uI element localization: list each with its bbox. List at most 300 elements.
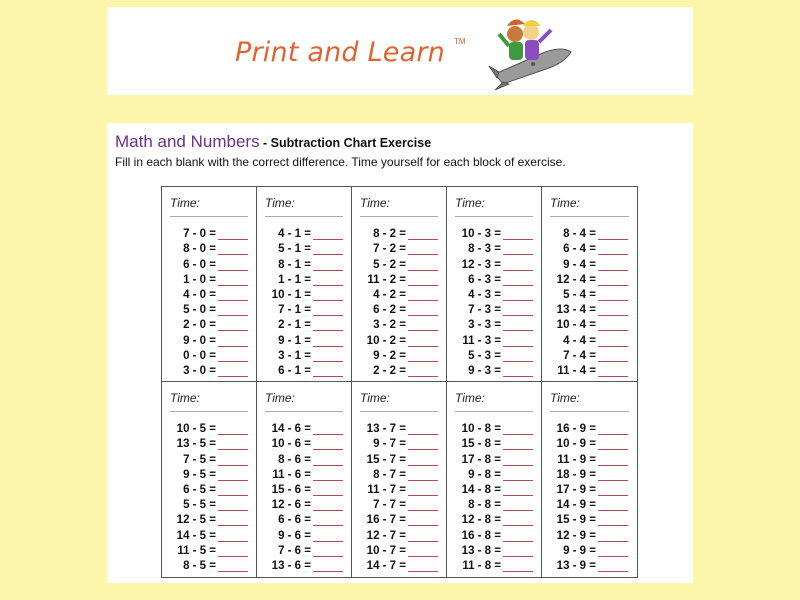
problem-row — [360, 301, 438, 316]
problem-row — [550, 286, 629, 301]
problem-expression: 3 - 3 = — [468, 319, 501, 332]
problem-expression: 4 - 4 = — [563, 334, 596, 347]
answer-blank[interactable] — [313, 438, 343, 450]
problem-row — [550, 481, 629, 496]
page-title: Math and Numbers — [115, 132, 260, 151]
answer-blank[interactable] — [218, 514, 248, 526]
answer-blank[interactable] — [408, 335, 438, 347]
problem-expression: 12 - 7 = — [366, 529, 406, 542]
problem-expression: 4 - 3 = — [468, 288, 501, 301]
answer-blank[interactable] — [598, 350, 628, 362]
answer-blank[interactable] — [313, 530, 343, 542]
answer-blank[interactable] — [598, 454, 628, 466]
problem-row — [550, 347, 629, 362]
problem-row — [265, 511, 343, 526]
time-label: Time: — [455, 391, 485, 405]
answer-blank[interactable] — [313, 423, 343, 435]
answer-blank[interactable] — [598, 289, 628, 301]
problem-row — [360, 481, 438, 496]
problem-row — [360, 271, 438, 286]
problem-row — [265, 301, 343, 316]
answer-blank[interactable] — [503, 365, 533, 377]
answer-blank[interactable] — [503, 335, 533, 347]
answer-blank[interactable] — [408, 259, 438, 271]
problem-expression: 9 - 1 = — [278, 334, 311, 347]
exercise-block-minus-8 — [447, 382, 542, 577]
problem-expression: 7 - 3 = — [468, 304, 501, 317]
problem-expression: 0 - 0 = — [183, 349, 216, 362]
problem-row — [170, 420, 248, 435]
exercise-block-minus-7 — [352, 382, 447, 577]
time-label: Time: — [360, 196, 390, 210]
answer-blank[interactable] — [503, 228, 533, 240]
exercise-grid — [161, 186, 638, 578]
answer-blank[interactable] — [408, 350, 438, 362]
problem-row — [170, 481, 248, 496]
problem-row — [265, 271, 343, 286]
problem-expression: 16 - 7 = — [366, 514, 406, 527]
problem-expression: 6 - 1 = — [278, 364, 311, 377]
answer-blank[interactable] — [598, 469, 628, 481]
problem-row — [170, 255, 248, 270]
problem-row — [170, 225, 248, 240]
problem-row — [170, 240, 248, 255]
problem-expression: 4 - 2 = — [373, 288, 406, 301]
answer-blank[interactable] — [218, 365, 248, 377]
problem-row — [455, 420, 533, 435]
answer-blank[interactable] — [408, 514, 438, 526]
answer-blank[interactable] — [503, 304, 533, 316]
problem-expression: 10 - 8 = — [461, 423, 501, 436]
problem-expression: 12 - 9 = — [556, 529, 596, 542]
exercise-block-minus-5 — [162, 382, 257, 577]
problem-row — [550, 496, 629, 511]
problem-expression: 7 - 4 = — [563, 349, 596, 362]
problem-row — [170, 271, 248, 286]
problem-row — [455, 466, 533, 481]
answer-blank[interactable] — [313, 319, 343, 331]
logo-text: Print and Learn — [235, 37, 445, 68]
problem-row — [170, 466, 248, 481]
problem-expression: 6 - 6 = — [278, 514, 311, 527]
problem-row — [170, 362, 248, 377]
time-label: Time: — [265, 196, 295, 210]
problem-row — [550, 301, 629, 316]
answer-blank[interactable] — [218, 304, 248, 316]
answer-blank[interactable] — [313, 469, 343, 481]
answer-blank[interactable] — [598, 514, 628, 526]
problem-expression: 6 - 2 = — [373, 304, 406, 317]
answer-blank[interactable] — [313, 274, 343, 286]
problem-row — [550, 557, 629, 572]
problem-row — [360, 542, 438, 557]
exercise-block-minus-1 — [257, 187, 352, 382]
answer-blank[interactable] — [313, 335, 343, 347]
answer-blank[interactable] — [408, 499, 438, 511]
answer-blank[interactable] — [313, 365, 343, 377]
problem-expression: 9 - 2 = — [373, 349, 406, 362]
problem-expression: 9 - 6 = — [278, 529, 311, 542]
problem-row — [265, 331, 343, 346]
problem-row — [455, 435, 533, 450]
problem-row — [455, 331, 533, 346]
answer-blank[interactable] — [313, 514, 343, 526]
worksheet-panel — [107, 123, 693, 583]
answer-blank[interactable] — [598, 228, 628, 240]
problem-expression: 11 - 9 = — [557, 453, 596, 466]
problem-row — [360, 466, 438, 481]
answer-blank[interactable] — [598, 259, 628, 271]
problem-expression: 18 - 9 = — [556, 468, 596, 481]
exercise-block-minus-6 — [257, 382, 352, 577]
problem-expression: 5 - 4 = — [563, 288, 596, 301]
problem-row — [170, 450, 248, 465]
problem-expression: 15 - 7 = — [366, 453, 406, 466]
answer-blank[interactable] — [598, 545, 628, 557]
answer-blank[interactable] — [313, 350, 343, 362]
problem-expression: 7 - 1 = — [278, 304, 311, 317]
problem-expression: 13 - 5 = — [176, 438, 216, 451]
answer-blank[interactable] — [218, 228, 248, 240]
answer-blank[interactable] — [503, 289, 533, 301]
answer-blank[interactable] — [503, 514, 533, 526]
problem-row — [265, 255, 343, 270]
answer-blank[interactable] — [598, 423, 628, 435]
problem-row — [455, 450, 533, 465]
problem-row — [550, 331, 629, 346]
problem-expression: 13 - 8 = — [461, 544, 501, 557]
problem-expression: 4 - 1 = — [278, 228, 311, 241]
answer-blank[interactable] — [503, 243, 533, 255]
problem-row — [265, 557, 343, 572]
exercise-block-minus-3 — [447, 187, 542, 382]
problem-expression: 7 - 0 = — [183, 228, 216, 241]
problem-expression: 11 - 8 = — [462, 559, 501, 572]
time-entry-line[interactable] — [455, 216, 533, 217]
answer-blank[interactable] — [218, 423, 248, 435]
problem-expression: 10 - 2 = — [366, 334, 406, 347]
answer-blank[interactable] — [503, 423, 533, 435]
answer-blank[interactable] — [218, 499, 248, 511]
problem-expression: 15 - 9 = — [556, 514, 596, 527]
problem-expression: 9 - 5 = — [183, 468, 216, 481]
problem-row — [265, 316, 343, 331]
problem-expression: 5 - 1 = — [278, 243, 311, 256]
answer-blank[interactable] — [408, 228, 438, 240]
time-entry-line[interactable] — [265, 216, 343, 217]
problem-row — [170, 557, 248, 572]
problem-expression: 13 - 6 = — [271, 559, 311, 572]
problem-row — [455, 347, 533, 362]
answer-blank[interactable] — [503, 499, 533, 511]
problem-row — [550, 420, 629, 435]
problem-expression: 11 - 7 = — [367, 483, 406, 496]
problem-expression: 14 - 7 = — [366, 559, 406, 572]
time-entry-line[interactable] — [455, 411, 533, 412]
problem-row — [265, 347, 343, 362]
answer-blank[interactable] — [218, 454, 248, 466]
problem-expression: 8 - 7 = — [373, 468, 406, 481]
problem-row — [265, 225, 343, 240]
problem-expression: 9 - 7 = — [373, 438, 406, 451]
time-label: Time: — [170, 391, 200, 405]
problem-row — [265, 450, 343, 465]
problem-expression: 13 - 7 = — [366, 423, 406, 436]
worksheet-heading — [115, 132, 431, 152]
problem-row — [360, 526, 438, 541]
problem-row — [170, 331, 248, 346]
answer-blank[interactable] — [313, 499, 343, 511]
problem-expression: 12 - 5 = — [176, 514, 216, 527]
time-entry-line[interactable] — [360, 216, 438, 217]
answer-blank[interactable] — [408, 469, 438, 481]
problem-expression: 10 - 5 = — [176, 423, 216, 436]
time-label: Time: — [170, 196, 200, 210]
answer-blank[interactable] — [503, 560, 533, 572]
time-entry-line[interactable] — [550, 216, 629, 217]
problem-row — [265, 526, 343, 541]
problem-expression: 8 - 4 = — [563, 228, 596, 241]
problem-expression: 5 - 5 = — [183, 499, 216, 512]
time-entry-line[interactable] — [360, 411, 438, 412]
problem-expression: 10 - 1 = — [271, 288, 311, 301]
answer-blank[interactable] — [408, 484, 438, 496]
time-entry-line[interactable] — [170, 411, 248, 412]
answer-blank[interactable] — [408, 365, 438, 377]
answer-blank[interactable] — [598, 499, 628, 511]
answer-blank[interactable] — [408, 274, 438, 286]
answer-blank[interactable] — [598, 335, 628, 347]
answer-blank[interactable] — [408, 304, 438, 316]
problem-expression: 9 - 8 = — [468, 468, 501, 481]
problem-row — [455, 316, 533, 331]
answer-blank[interactable] — [598, 438, 628, 450]
answer-blank[interactable] — [408, 243, 438, 255]
problem-row — [360, 225, 438, 240]
time-label: Time: — [550, 196, 580, 210]
problem-row — [360, 511, 438, 526]
problem-expression: 7 - 5 = — [183, 453, 216, 466]
problem-row — [265, 286, 343, 301]
problem-expression: 8 - 3 = — [468, 243, 501, 256]
problem-expression: 2 - 0 = — [183, 319, 216, 332]
answer-blank[interactable] — [598, 530, 628, 542]
problem-expression: 5 - 2 = — [373, 258, 406, 271]
problem-expression: 7 - 6 = — [278, 544, 311, 557]
problem-row — [360, 435, 438, 450]
problem-row — [455, 240, 533, 255]
problem-expression: 8 - 0 = — [183, 243, 216, 256]
problem-expression: 9 - 9 = — [563, 544, 596, 557]
answer-blank[interactable] — [503, 530, 533, 542]
problem-expression: 14 - 8 = — [461, 483, 501, 496]
answer-blank[interactable] — [218, 484, 248, 496]
answer-blank[interactable] — [218, 469, 248, 481]
problem-expression: 11 - 3 = — [462, 334, 501, 347]
answer-blank[interactable] — [503, 259, 533, 271]
answer-blank[interactable] — [598, 560, 628, 572]
answer-blank[interactable] — [313, 545, 343, 557]
answer-blank[interactable] — [503, 350, 533, 362]
problem-row — [170, 511, 248, 526]
problem-row — [265, 466, 343, 481]
answer-blank[interactable] — [598, 304, 628, 316]
problem-row — [455, 301, 533, 316]
problem-expression: 14 - 9 = — [556, 499, 596, 512]
time-entry-line[interactable] — [265, 411, 343, 412]
answer-blank[interactable] — [408, 530, 438, 542]
problem-row — [455, 225, 533, 240]
problem-expression: 7 - 2 = — [373, 243, 406, 256]
answer-blank[interactable] — [313, 259, 343, 271]
problem-row — [360, 420, 438, 435]
problem-row — [170, 526, 248, 541]
problem-row — [455, 557, 533, 572]
answer-blank[interactable] — [408, 319, 438, 331]
problem-expression: 8 - 6 = — [278, 453, 311, 466]
problem-row — [550, 316, 629, 331]
problem-expression: 14 - 6 = — [271, 423, 311, 436]
exercise-block-minus-0 — [162, 187, 257, 382]
answer-blank[interactable] — [218, 319, 248, 331]
problem-row — [550, 450, 629, 465]
problem-expression: 16 - 9 = — [556, 423, 596, 436]
problem-expression: 4 - 0 = — [183, 288, 216, 301]
answer-blank[interactable] — [598, 484, 628, 496]
problem-row — [550, 435, 629, 450]
answer-blank[interactable] — [218, 438, 248, 450]
problem-row — [550, 240, 629, 255]
answer-blank[interactable] — [503, 484, 533, 496]
problem-expression: 5 - 0 = — [183, 304, 216, 317]
answer-blank[interactable] — [408, 454, 438, 466]
answer-blank[interactable] — [218, 274, 248, 286]
problem-expression: 3 - 1 = — [278, 349, 311, 362]
problem-expression: 13 - 9 = — [556, 559, 596, 572]
answer-blank[interactable] — [598, 365, 628, 377]
problem-row — [455, 526, 533, 541]
problem-expression: 6 - 4 = — [563, 243, 596, 256]
problem-row — [360, 316, 438, 331]
answer-blank[interactable] — [313, 484, 343, 496]
problem-row — [360, 347, 438, 362]
kids-on-rocket-icon — [485, 12, 575, 92]
answer-blank[interactable] — [503, 545, 533, 557]
problem-expression: 12 - 3 = — [461, 258, 501, 271]
time-entry-line[interactable] — [170, 216, 248, 217]
problem-row — [360, 362, 438, 377]
problem-expression: 17 - 8 = — [461, 453, 501, 466]
problem-expression: 15 - 8 = — [461, 438, 501, 451]
answer-blank[interactable] — [598, 319, 628, 331]
problem-row — [360, 255, 438, 270]
answer-blank[interactable] — [503, 454, 533, 466]
time-entry-line[interactable] — [550, 411, 629, 412]
answer-blank[interactable] — [313, 289, 343, 301]
problem-expression: 6 - 5 = — [183, 483, 216, 496]
answer-blank[interactable] — [598, 243, 628, 255]
problem-expression: 13 - 4 = — [556, 304, 596, 317]
answer-blank[interactable] — [218, 350, 248, 362]
problem-row — [265, 496, 343, 511]
answer-blank[interactable] — [218, 335, 248, 347]
exercise-block-minus-4 — [542, 187, 637, 382]
answer-blank[interactable] — [503, 319, 533, 331]
exercise-block-minus-2 — [352, 187, 447, 382]
answer-blank[interactable] — [218, 545, 248, 557]
problem-row — [455, 496, 533, 511]
answer-blank[interactable] — [598, 274, 628, 286]
problem-row — [360, 331, 438, 346]
problem-expression: 3 - 2 = — [373, 319, 406, 332]
problem-expression: 1 - 0 = — [183, 273, 216, 286]
problem-row — [455, 255, 533, 270]
answer-blank[interactable] — [408, 438, 438, 450]
problem-row — [170, 347, 248, 362]
answer-blank[interactable] — [503, 469, 533, 481]
problem-expression: 9 - 3 = — [468, 364, 501, 377]
problem-expression: 8 - 1 = — [278, 258, 311, 271]
problem-row — [550, 225, 629, 240]
problem-expression: 12 - 6 = — [271, 499, 311, 512]
problem-expression: 11 - 5 = — [177, 544, 216, 557]
problem-row — [265, 362, 343, 377]
answer-blank[interactable] — [503, 438, 533, 450]
answer-blank[interactable] — [408, 423, 438, 435]
problem-row — [170, 316, 248, 331]
problem-expression: 11 - 4 = — [557, 364, 596, 377]
problem-row — [170, 542, 248, 557]
answer-blank[interactable] — [408, 289, 438, 301]
answer-blank[interactable] — [313, 560, 343, 572]
time-label: Time: — [360, 391, 390, 405]
answer-blank[interactable] — [218, 560, 248, 572]
problem-expression: 2 - 1 = — [278, 319, 311, 332]
answer-blank[interactable] — [503, 274, 533, 286]
problem-row — [265, 481, 343, 496]
answer-blank[interactable] — [313, 454, 343, 466]
problem-expression: 7 - 7 = — [373, 499, 406, 512]
answer-blank[interactable] — [218, 530, 248, 542]
answer-blank[interactable] — [408, 545, 438, 557]
exercise-block-minus-9 — [542, 382, 637, 577]
problem-row — [455, 511, 533, 526]
problem-row — [550, 511, 629, 526]
answer-blank[interactable] — [313, 228, 343, 240]
problem-expression: 10 - 4 = — [556, 319, 596, 332]
answer-blank[interactable] — [218, 289, 248, 301]
problem-row — [360, 240, 438, 255]
problem-row — [550, 271, 629, 286]
problem-row — [360, 557, 438, 572]
problem-row — [265, 240, 343, 255]
time-label: Time: — [550, 391, 580, 405]
time-label: Time: — [455, 196, 485, 210]
answer-blank[interactable] — [218, 259, 248, 271]
problem-row — [360, 286, 438, 301]
problem-expression: 9 - 0 = — [183, 334, 216, 347]
answer-blank[interactable] — [408, 560, 438, 572]
problem-expression: 9 - 4 = — [563, 258, 596, 271]
answer-blank[interactable] — [218, 243, 248, 255]
answer-blank[interactable] — [313, 243, 343, 255]
problem-row — [455, 362, 533, 377]
problem-row — [265, 542, 343, 557]
answer-blank[interactable] — [313, 304, 343, 316]
problem-row — [455, 286, 533, 301]
problem-row — [550, 255, 629, 270]
problem-expression: 3 - 0 = — [183, 364, 216, 377]
